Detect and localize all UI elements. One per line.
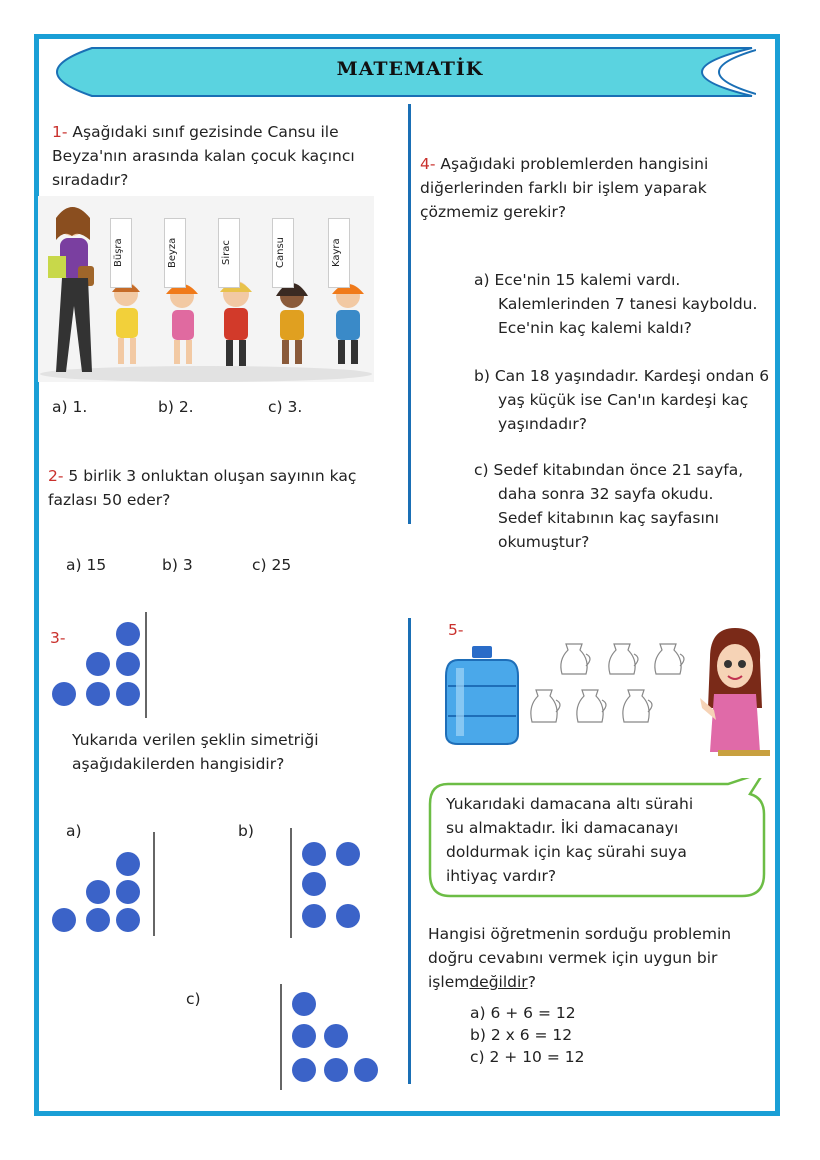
q3-number: 3- xyxy=(50,629,66,647)
q3-text: Yukarıda verilen şeklin simetriği aşağıdakilerden hangisidir? xyxy=(72,731,319,773)
page-title: MATEMATİK xyxy=(336,58,484,80)
q4-number: 4- xyxy=(420,155,436,173)
q3-option-a-label[interactable]: a) xyxy=(66,822,82,840)
divider-top xyxy=(408,104,411,524)
q2-option-c[interactable]: c) 25 xyxy=(252,556,292,574)
q2-number: 2- xyxy=(48,467,64,485)
name-tag-cansu: Cansu xyxy=(272,218,294,288)
q1-option-b[interactable]: b) 2. xyxy=(158,398,194,416)
water-jug-image xyxy=(444,646,520,746)
q2-text: 2- 5 birlik 3 onluktan oluşan sayının kaç fazlası 50 eder? xyxy=(48,467,357,509)
q1-option-a[interactable]: a) 1. xyxy=(52,398,88,416)
q5-option-c[interactable]: c) 2 + 10 = 12 xyxy=(470,1048,585,1066)
q1-number: 1- xyxy=(52,123,68,141)
q1-text: 1- Aşağıdaki sınıf gezisinde Cansu ile Beyza'nın arasında kalan çocuk kaçıncı sıradadır? xyxy=(52,123,355,189)
q3-option-c-label[interactable]: c) xyxy=(186,990,201,1008)
q1-option-c[interactable]: c) 3. xyxy=(268,398,303,416)
name-tag-kayra: Kayra xyxy=(328,218,350,288)
q2-option-a[interactable]: a) 15 xyxy=(66,556,107,574)
q5-number: 5- xyxy=(448,621,464,639)
q3-shape xyxy=(48,612,158,718)
q3-option-c-shape[interactable] xyxy=(278,984,382,1090)
teacher-image xyxy=(700,628,770,758)
q4-option-a[interactable]: a) Ece'nin 15 kalemi vardı. Kalemlerinden 7 tanesi kayboldu. Ece'nin kaç kalemi kaldı? xyxy=(474,271,758,337)
q5-option-b[interactable]: b) 2 x 6 = 12 xyxy=(470,1026,573,1044)
q5-question: Hangisi öğretmenin sorduğu problemin doğru cevabını vermek için uygun bir işlemdeğildir? xyxy=(428,925,732,991)
jugs-group xyxy=(528,640,692,736)
q3-option-b-label[interactable]: b) xyxy=(238,822,254,840)
q4-option-c[interactable]: c) Sedef kitabından önce 21 sayfa, daha sonra 32 sayfa okudu. Sedef kitabının kaç sayfasını okumuştur? xyxy=(474,461,744,551)
divider-bottom xyxy=(408,618,411,1084)
q5-bubble-text: Yukarıdaki damacana altı sürahi su almaktadır. İki damacanayı doldurmak için kaç sürahi suya ihtiyaç vardır? xyxy=(446,795,694,885)
q4-option-b[interactable]: b) Can 18 yaşındadır. Kardeşi ondan 6 yaş küçük ise Can'ın kardeşi kaç yaşındadır? xyxy=(474,367,770,433)
q5-option-a[interactable]: a) 6 + 6 = 12 xyxy=(470,1004,576,1022)
name-tag-busra: Büşra xyxy=(110,218,132,288)
q4-text: 4- Aşağıdaki problemlerden hangisini diğerlerinden farklı bir işlem yaparak çözmemiz gerekir? xyxy=(420,155,709,221)
q3-option-a-shape[interactable] xyxy=(48,832,160,936)
q5-underlined-word: değildir xyxy=(469,973,528,991)
q3-option-b-shape[interactable] xyxy=(288,828,368,938)
name-tag-sirac: Sirac xyxy=(218,218,240,288)
q2-option-b[interactable]: b) 3 xyxy=(162,556,193,574)
name-tag-beyza: Beyza xyxy=(164,218,186,288)
q1-illustration xyxy=(38,196,374,382)
